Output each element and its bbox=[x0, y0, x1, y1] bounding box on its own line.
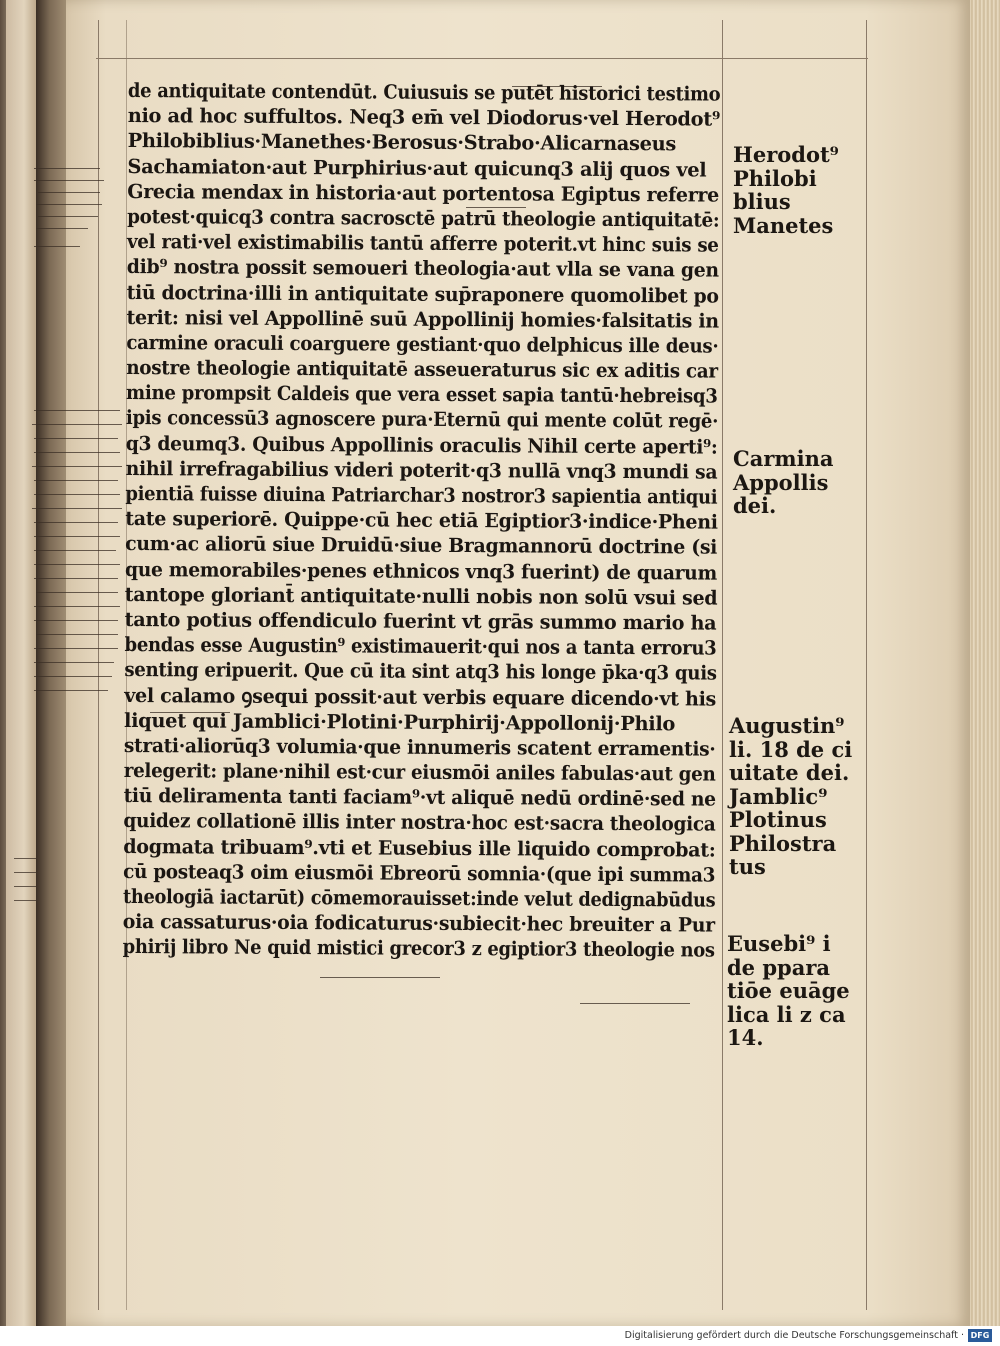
text-line: dogmata tribuam⁹.vti et Eusebius ille liquido comprobat: bbox=[123, 834, 716, 862]
text-line: tiū deliramenta tanti faciam⁹·vt aliquē nedū ordinē·sed ne bbox=[123, 784, 716, 811]
text-line: carmine oraculi coarguere gestiant·quo delphicus ille deus· bbox=[126, 330, 719, 358]
text-line: relegerit: plane·nihil est·cur eiusmōi aniles fabulas·aut gen bbox=[123, 759, 716, 786]
main-text-block bbox=[123, 78, 724, 963]
text-line: tate superiorē. Quippe·cū hec etiā Egiptior3·indice·Pheni bbox=[125, 507, 718, 534]
dfg-logo: DFG bbox=[968, 1329, 992, 1342]
text-line: nihil irrefragabilius videri poterit·q3 nullā vnq3 mundi sa bbox=[125, 456, 718, 484]
text-line: mine prompsit Caldeis que vera esset sapia tantū·hebreisq3 bbox=[126, 381, 718, 408]
footer-credit: Digitalisierung gefördert durch die Deutsche Forschungsgemeinschaft · bbox=[624, 1330, 964, 1341]
rule-right-outer bbox=[866, 20, 867, 1310]
text-line: nio ad hoc suffultos. Neq3 em̄ vel Diodorus·vel Herodot⁹ bbox=[127, 104, 721, 131]
text-line: quidez collationē illis inter nostra·hoc est·sacra theologica bbox=[123, 809, 716, 837]
text-line: senting eripuerit. Que cū ita sint atq3 his longe p̄ka·q3 quis bbox=[124, 658, 717, 685]
text-line: cū posteaq3 oim eiusmōi Ebreorū somnia·(que ipi summa3 bbox=[123, 859, 716, 887]
margin-note-carmina: Carmina Appollis dei. bbox=[733, 446, 834, 518]
margin-note-augustin: Augustin⁹ li. 18 de ci uitate dei. Jamblic⁹ Plotinus Philostra tus bbox=[729, 713, 853, 879]
text-line: bendas esse Augustin⁹ existimauerit·qui nos a tanta erroru3 bbox=[124, 633, 717, 660]
page-stack-edges bbox=[970, 0, 1000, 1326]
text-line: liquet qui Jamblici·Plotini·Purphirij·Appollonij·Philo bbox=[124, 708, 676, 736]
text-line: tantope gloriant̄ antiquitate·nulli nobis non solū vsui sed bbox=[124, 582, 718, 610]
rule-top bbox=[96, 58, 868, 59]
text-line: Grecia mendax in historia·aut portentosa Egiptus referre bbox=[127, 179, 720, 207]
text-line: que memorabiles·penes ethnicos vnq3 fuerint) de quarum bbox=[124, 557, 718, 585]
text-line: pientiā fuisse diuina Patriarchar3 nostror3 sapientia antiqui bbox=[125, 481, 718, 509]
text-line: theologiā iactarūt) cōmemorauisset:inde velut dedignabūdus bbox=[122, 884, 716, 912]
margin-note-herodotus: Herodot⁹ Philobi blius Manetes bbox=[733, 142, 839, 238]
text-line: q3 deumq3. Quibus Appollinis oraculis Nihil certe aperti⁹: bbox=[125, 431, 718, 459]
text-line: strati·aliorūq3 volumia·que innumeris scatent erramentis· bbox=[123, 733, 716, 761]
text-line: potest·quicq3 contra sacrosctē patrū theologie antiquitatē: bbox=[127, 204, 720, 232]
text-line: cum·ac aliorū siue Druidū·siue Bragmannorū doctrine (si bbox=[125, 532, 718, 559]
text-line: terit: nisi vel Appollinē suū Appollinij homies·falsitatis in bbox=[126, 305, 719, 333]
footer-bar bbox=[0, 1326, 1000, 1346]
book-gutter bbox=[36, 0, 70, 1326]
facing-page-edge bbox=[6, 0, 36, 1326]
rule-left-inner bbox=[98, 20, 99, 1310]
text-line: de antiquitate contendūt. Cuiusuis se putēt historici testimo bbox=[127, 78, 721, 106]
text-line: oia cassaturus·oia fodicaturus·subiecit·hec breuiter a Pur bbox=[122, 910, 715, 937]
text-line: ipis concessū3 agnoscere pura·Eternū qui mente colūt regē· bbox=[125, 406, 719, 434]
text-line: tiū doctrina·illi in antiquitate sup̄raponere quomolibet po bbox=[126, 280, 719, 308]
text-line: tanto potius offendiculo fuerint vt grās summo mario ha bbox=[124, 607, 717, 635]
text-line: Philobiblius·Manethes·Berosus·Strabo·Alicarnaseus bbox=[127, 129, 677, 156]
text-line: nostre theologie antiquitatē asseueraturus sic ex aditis car bbox=[126, 356, 718, 383]
text-line: dib⁹ nostra possit semoueri theologia·aut vlla se vana gen bbox=[126, 255, 719, 282]
margin-note-eusebius: Eusebi⁹ i de ppara tiōe euāge lica li z ca 14. bbox=[727, 931, 850, 1050]
text-line: vel rati·vel existimabilis tantū afferre poterit.vt hinc suis se bbox=[126, 230, 719, 257]
text-line: vel calamo ꝯsequi possit·aut verbis equare dicendo·vt his bbox=[124, 683, 717, 711]
text-line: phirij libro Ne quid mistici grecor3 z egiptior3 theologie nos bbox=[122, 935, 715, 962]
text-line: Sachamiaton·aut Purphirius·aut quicunq3 alij quos vel bbox=[127, 154, 707, 182]
